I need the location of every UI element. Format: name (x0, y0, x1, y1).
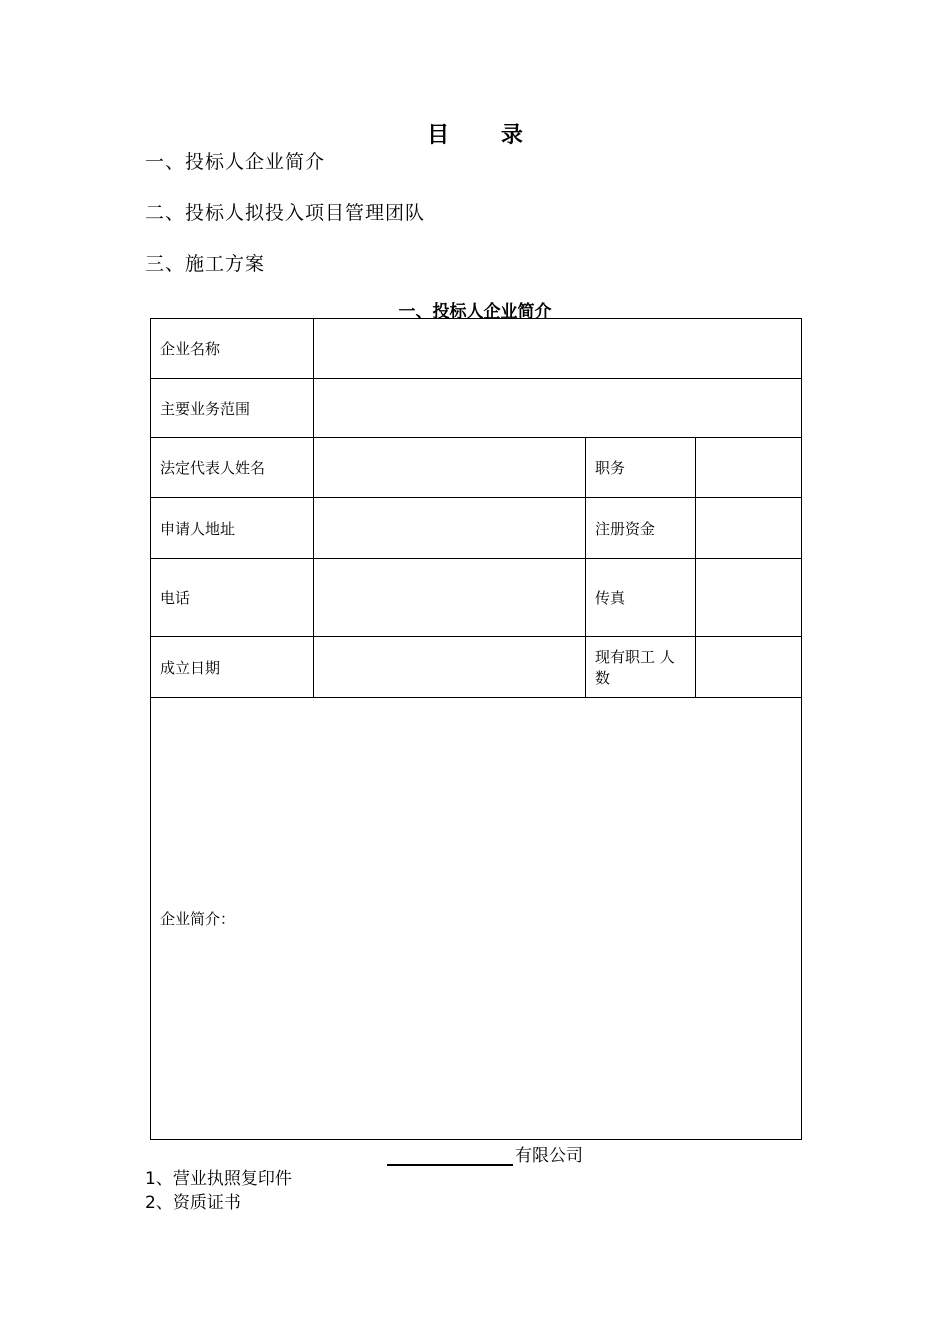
fax-value-cell[interactable] (696, 559, 802, 637)
toc-item-company-profile: 一、投标人企业简介 (145, 151, 326, 173)
position-value-cell[interactable] (696, 438, 802, 498)
toc-item-construction-plan: 三、施工方案 (145, 253, 266, 275)
attachment-item-qualification-cert: 2、资质证书 (145, 1193, 241, 1213)
business-scope-label: 主要业务范围 (151, 379, 314, 438)
table-row (151, 319, 802, 379)
company-name-label: 企业名称 (151, 319, 314, 379)
phone-label: 电话 (151, 559, 314, 637)
registered-capital-label: 注册资金 (586, 498, 696, 559)
profile-label: 企业简介： (160, 910, 236, 928)
profile-cell[interactable] (151, 698, 802, 1140)
table-row (151, 379, 802, 438)
company-signature (387, 1141, 583, 1166)
established-value-cell[interactable] (314, 637, 586, 698)
table-row (151, 637, 802, 698)
employees-value-cell[interactable] (696, 637, 802, 698)
registered-capital-value-cell[interactable] (696, 498, 802, 559)
attachment-item-business-license: 1、营业执照复印件 (145, 1169, 292, 1189)
business-scope-value-cell[interactable] (314, 379, 802, 438)
page-title: 目 录 (427, 123, 545, 148)
position-label: 职务 (586, 438, 696, 498)
signature-suffix: 有限公司 (515, 1146, 583, 1166)
company-name-value-cell[interactable] (314, 319, 802, 379)
fax-label: 传真 (586, 559, 696, 637)
address-label: 申请人地址 (151, 498, 314, 559)
address-value-cell[interactable] (314, 498, 586, 559)
company-info-table (150, 318, 802, 1140)
employees-label: 现有职工 人数 (586, 637, 696, 698)
company-name-blank[interactable] (387, 1144, 513, 1166)
toc-item-management-team: 二、投标人拟投入项目管理团队 (145, 202, 426, 224)
table-row (151, 698, 802, 1140)
phone-value-cell[interactable] (314, 559, 586, 637)
table-row (151, 498, 802, 559)
table-row (151, 559, 802, 637)
legal-rep-label: 法定代表人姓名 (151, 438, 314, 498)
section-title: 一、投标人企业简介 (398, 302, 552, 322)
table-row (151, 438, 802, 498)
established-label: 成立日期 (151, 637, 314, 698)
legal-rep-value-cell[interactable] (314, 438, 586, 498)
